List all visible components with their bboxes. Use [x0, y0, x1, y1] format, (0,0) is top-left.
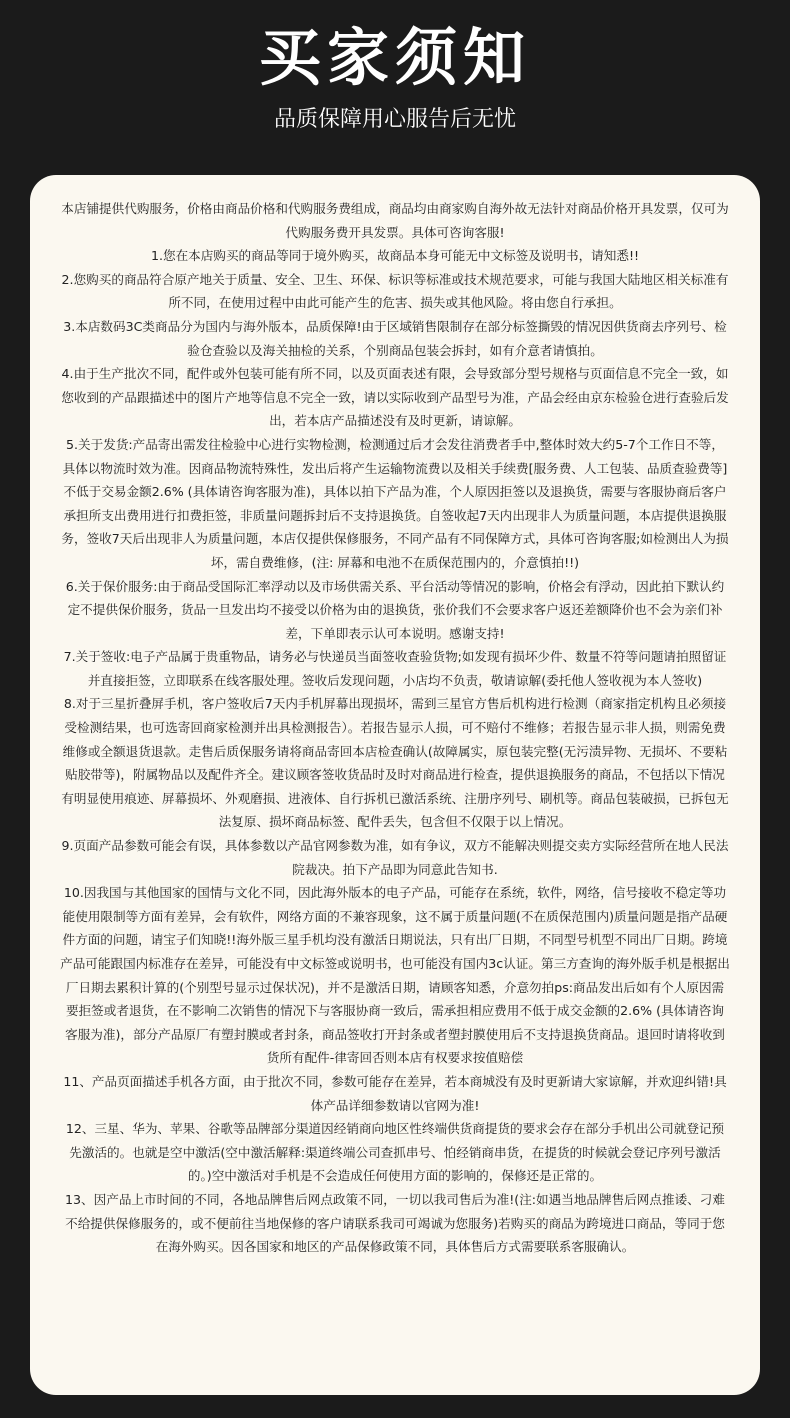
notice-item-4: 4.由于生产批次不同，配件或外包装可能有所不同，以及页面表述有限，会导致部分型号规格与页面信息不完全一致，如您收到的产品跟描述中的图片产地等信息不完全一致，请以实际收到产品型号为准，产品会经由京东检验仓进行查验后发出，若本店产品描述没有及时更新，请谅解。 — [61, 366, 729, 429]
notice-item-5: 5.关于发货:产品寄出需发往检验中心进行实物检测，检测通过后才会发往消费者手中,整体时效大约5-7个工作日不等，具体以物流时效为准。因商品物流特殊性，发出后将产生运输物流费以及相关手续费[服务费、人工包装、品质查验费等]不低于交易金额2.6% (具体请咨询客服为准)，具体以拍下产品为准，个人原因拒签以及退换货，需要与客服协商后客户承担所支出费用进行扣费拒签，非质量问题拆封后不支持退换货。自签收起7天内出现非人为质量问题，本店提供退换服务，签收7天后出现非人为质量问题，本店仅提供保修服务，不同产品有不同保障方式，具体可咨询客服;如检测出人为损坏，需自费维修，(注: 屏幕和电池不在质保范围内的，介意慎拍!!) — [61, 436, 729, 570]
notice-item-10: 10.因我国与其他国家的国情与文化不同，因此海外版本的电子产品，可能存在系统，软件，网络，信号接收不稳定等功能使用限制等方面有差异，会有软件，网络方面的不兼容现象，这不属于质量问题(不在质保范围内)质量问题是指产品硬件方面的问题，请宝子们知晓!!海外版三星手机均没有激活日期说法，只有出厂日期，不同型号机型不同出厂日期。跨境产品可能跟国内标准存在差异，可能没有中文标签或说明书，也可能没有国内3c认证。第三方查询的海外版手机是根据出厂日期去累积计算的(个别型号显示过保状况)，并不是激活日期，请顾客知悉，介意勿拍ps:商品发出后如有个人原因需要拒签或者退货，在不影响二次销售的情况下与客服协商一致后，需承担相应费用不低于成交金额的2.6% (具体请咨询客服为准)，部分产品原厂有塑封膜或者封条，商品签收打开封条或者塑封膜使用后不支持退换货商品。退回时请将收到货所有配件-律寄回否则本店有权要求按值赔偿 — [60, 885, 730, 1066]
page-subtitle: 品质保障用心服告后无忧 — [273, 107, 516, 132]
notice-item-8: 8.对于三星折叠屏手机，客户签收后7天内手机屏幕出现损坏，需到三星官方售后机构进行检测（商家指定机构且必须接受检测结果，也可选寄回商家检测并出具检测报告）。若报告显示人损，可不赔付不维修；若报告显示非人损，则需免费维修或全额退货退款。走售后质保服务请将商品寄回本店检查确认(故障属实，原包装完整(无污渍异物、无损坏、不要粘贴胶带等)，附属物品以及配件齐全。建议顾客签收货品时及时对商品进行检查，提供退换服务的商品，不包括以下情况有明显使用痕迹、屏幕损坏、外观磨损、进液体、自行拆机已激活系统、注册序列号、刷机等。商品包装破损，已拆包无法复原、损坏商品标签、配件丢失，包含但不仅限于以上情况。 — [61, 696, 729, 830]
notice-item-13: 13、因产品上市时间的不同，各地品牌售后网点政策不同，一切以我司售后为准!(注:如遇当地品牌售后网点推诿、刁难不给提供保修服务的，或不便前往当地保修的客户请联系我司可竭诚为您服务)若购买的商品为跨境进口商品，等同于您在海外购买。因各国家和地区的产品保修政策不同，具体售后方式需要联系客服确认。 — [65, 1191, 725, 1255]
notice-item-3: 3.本店数码3C类商品分为国内与海外版本，品质保障!由于区域销售限制存在部分标签撕毁的情况因供货商去序列号、检验仓查验以及海关抽检的关系，个别商品包装会拆封，如有介意者请慎拍。 — [63, 318, 727, 358]
notice-item-11: 11、产品页面描述手机各方面，由于批次不同，参数可能存在差异，若本商城没有及时更新请大家谅解，并欢迎纠错!具体产品详细参数请以官网为准! — [63, 1073, 727, 1113]
notice-item-6: 6.关于保价服务:由于商品受国际汇率浮动以及市场供需关系、平台活动等情况的影响，价格会有浮动，因此拍下默认约定不提供保价服务，货品一旦发出均不接受以价格为由的退换货，张价我们不会要求客户返还差额降价也不会为亲们补差，下单即表示认可本说明。感谢支持! — [65, 578, 725, 641]
notice-item-1: 1.您在本店购买的商品等同于境外购买，故商品本身可能无中文标签及说明书，请知悉!! — [150, 248, 640, 264]
notice-item-9: 9.页面产品参数可能会有误，具体参数以产品官网参数为准，如有争议，双方不能解决则提交卖方实际经营所在地人民法院裁决。拍下产品即为同意此告知书. — [61, 838, 729, 877]
notice-card — [30, 175, 760, 1395]
notice-item-7: 7.关于签收:电子产品属于贵重物品，请务必与快递员当面签收查验货物;如发现有损坏少件、数量不符等问题请拍照留证并直接拒签，立即联系在线客服处理。签收后发现问题，小店均不负责，敬请谅解(委托他人签收视为本人签收) — [63, 649, 727, 688]
notice-item-12: 12、三星、华为、苹果、谷歌等品牌部分渠道因经销商向地区性终端供货商提货的要求会存在部分手机出公司就登记预先激活的。也就是空中激活(空中激活解释:渠道终端公司查抓串号、怕经销商串货，在提货的时候就会登记序列号激活的。)空中激活对手机是不会造成任何使用方面的影响的，保修还是正常的。 — [65, 1121, 725, 1184]
notice-intro: 本店铺提供代购服务，价格由商品价格和代购服务费组成，商品均由商家购自海外故无法针对商品价格开具发票，仅可为代购服务费开具发票。具体可咨询客服! — [61, 201, 729, 240]
notice-item-2: 2.您购买的商品符合原产地关于质量、安全、卫生、环保、标识等标准或技术规范要求，可能与我国大陆地区相关标准有所不同，在使用过程中由此可能产生的危害、损失或其他风险。将由您自行承担。 — [61, 271, 729, 311]
page-title: 买家须知 — [258, 21, 531, 94]
